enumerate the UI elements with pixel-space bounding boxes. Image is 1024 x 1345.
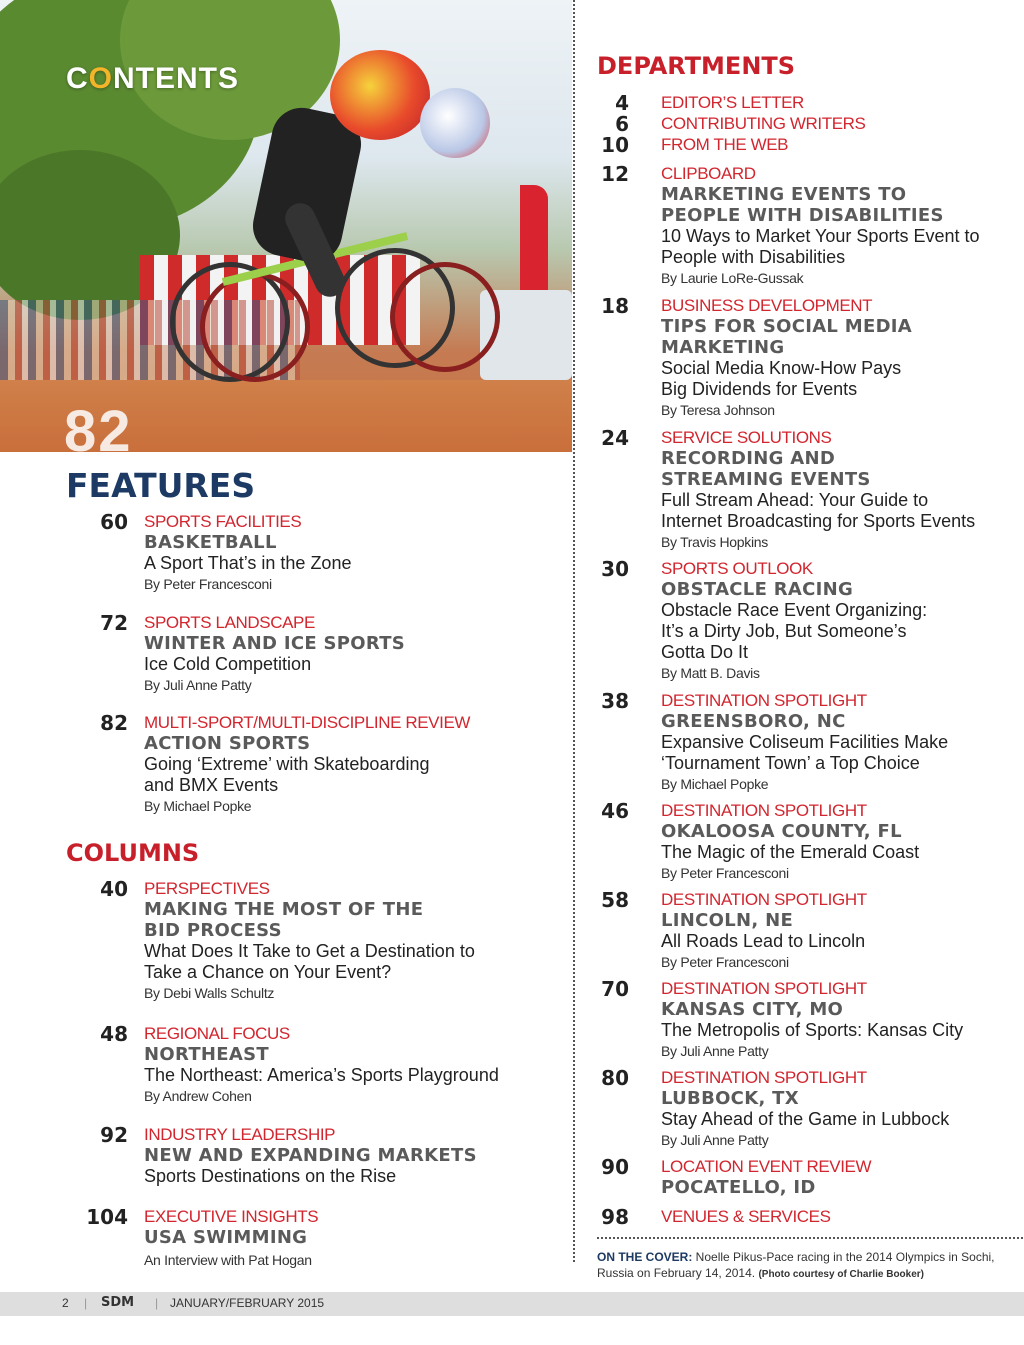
category-label: EDITOR’S LETTER (661, 93, 804, 112)
headline: RECORDING AND STREAMING EVENTS (661, 448, 871, 490)
page-number: 58 (601, 888, 629, 912)
byline: By Michael Popke (144, 798, 252, 814)
byline: By Travis Hopkins (661, 534, 768, 550)
subtitle: Ice Cold Competition (144, 654, 312, 674)
subtitle: Obstacle Race Event Organizing: It’s a Dirty Job, But Someone’s Gotta Do It (661, 600, 928, 662)
page-number: 18 (601, 294, 629, 318)
page-number: 92 (100, 1123, 128, 1147)
page-number: 10 (601, 133, 629, 157)
footer-separator: | (155, 1296, 159, 1310)
cover-note (597, 1249, 1017, 1283)
byline: By Peter Francesconi (144, 576, 272, 592)
page-footer (0, 1292, 1024, 1316)
subtitle: Sports Destinations on the Rise (144, 1166, 397, 1186)
category-label: SPORTS LANDSCAPE (144, 613, 315, 632)
category-label: DESTINATION SPOTLIGHT (661, 801, 867, 820)
subtitle: The Magic of the Emerald Coast (661, 842, 920, 862)
features-heading: FEATURES (66, 466, 256, 505)
footer-brand: SDM (101, 1295, 135, 1310)
headline: TIPS FOR SOCIAL MEDIA MARKETING (661, 316, 913, 358)
category-label: DESTINATION SPOTLIGHT (661, 890, 867, 909)
headline: OKALOOSA COUNTY, FL (661, 821, 902, 842)
page-number: 98 (601, 1205, 629, 1229)
page-number: 46 (601, 799, 629, 823)
headline: USA SWIMMING (144, 1227, 308, 1248)
headline: KANSAS CITY, MO (661, 999, 844, 1020)
cover-note-text: Noelle Pikus-Pace racing in the 2014 Olympics in Sochi, Russia on February 14, 2014. (597, 1250, 995, 1280)
byline: By Juli Anne Patty (661, 1043, 769, 1059)
column-divider (573, 0, 575, 1262)
headline: OBSTACLE RACING (661, 579, 854, 600)
page-number: 24 (601, 426, 629, 450)
footer-separator: | (84, 1296, 88, 1310)
category-label: PERSPECTIVES (144, 879, 270, 898)
headline: MARKETING EVENTS TO PEOPLE WITH DISABILITIES (661, 184, 944, 226)
category-label: SERVICE SOLUTIONS (661, 428, 832, 447)
byline: By Debi Walls Schultz (144, 985, 275, 1001)
contents-title: CONTENTS (66, 62, 240, 95)
category-label: SPORTS OUTLOOK (661, 559, 813, 578)
page-number: 72 (100, 611, 128, 635)
byline: By Andrew Cohen (144, 1088, 252, 1104)
cover-note-label: ON THE COVER: (597, 1250, 693, 1264)
headline: MAKING THE MOST OF THE BID PROCESS (144, 899, 424, 941)
page-number: 30 (601, 557, 629, 581)
footer-issue-date: JANUARY/FEBRUARY 2015 (170, 1296, 325, 1310)
page-number: 82 (100, 711, 128, 735)
headline: NEW AND EXPANDING MARKETS (144, 1145, 477, 1166)
category-label: REGIONAL FOCUS (144, 1024, 290, 1043)
headline: ACTION SPORTS (144, 733, 311, 754)
footer-page-number: 2 (62, 1296, 69, 1310)
byline: By Teresa Johnson (661, 402, 775, 418)
photo-credit: (Photo courtesy of Charlie Booker) (758, 1269, 925, 1280)
subtitle: Going ‘Extreme’ with Skateboarding and BMX Events (144, 754, 430, 795)
page-number: 60 (100, 510, 128, 534)
headline: LUBBOCK, TX (661, 1088, 799, 1109)
subtitle: Full Stream Ahead: Your Guide to Internet Broadcasting for Sports Events (661, 490, 976, 531)
subtitle: The Metropolis of Sports: Kansas City (661, 1020, 964, 1040)
category-label: MULTI-SPORT/MULTI-DISCIPLINE REVIEW (144, 713, 471, 732)
byline: By Juli Anne Patty (661, 1132, 769, 1148)
page-number: 48 (100, 1022, 128, 1046)
byline: By Matt B. Davis (661, 665, 760, 681)
page-number: 6 (615, 112, 629, 136)
category-label: VENUES & SERVICES (661, 1207, 831, 1226)
byline: By Peter Francesconi (661, 865, 789, 881)
category-label: CLIPBOARD (661, 164, 756, 183)
subtitle: What Does It Take to Get a Destination to Take a Chance on Your Event? (144, 941, 475, 982)
subtitle: The Northeast: America’s Sports Playground (144, 1065, 499, 1085)
subtitle: 10 Ways to Market Your Sports Event to People with Disabilities (661, 226, 980, 267)
headline: POCATELLO, ID (661, 1177, 816, 1198)
page-number: 104 (86, 1205, 128, 1229)
page-number: 4 (615, 91, 629, 115)
cover-page-number: 82 (64, 399, 133, 464)
headline: LINCOLN, NE (661, 910, 794, 931)
headline: GREENSBORO, NC (661, 711, 846, 732)
subtitle: All Roads Lead to Lincoln (661, 931, 866, 951)
category-label: SPORTS FACILITIES (144, 512, 302, 531)
byline: By Peter Francesconi (661, 954, 789, 970)
category-label: BUSINESS DEVELOPMENT (661, 296, 873, 315)
category-label: INDUSTRY LEADERSHIP (144, 1125, 336, 1144)
page-number: 40 (100, 877, 128, 901)
page-number: 38 (601, 689, 629, 713)
category-label: FROM THE WEB (661, 135, 789, 154)
byline: By Michael Popke (661, 776, 769, 792)
page-number: 80 (601, 1066, 629, 1090)
category-label: CONTRIBUTING WRITERS (661, 114, 866, 133)
category-label: DESTINATION SPOTLIGHT (661, 691, 867, 710)
subtitle: A Sport That’s in the Zone (144, 553, 352, 573)
byline: An Interview with Pat Hogan (144, 1252, 312, 1268)
page-number: 90 (601, 1155, 629, 1179)
subtitle: Stay Ahead of the Game in Lubbock (661, 1109, 950, 1129)
page-number: 12 (601, 162, 629, 186)
category-label: DESTINATION SPOTLIGHT (661, 1068, 867, 1087)
byline: By Laurie LoRe-Gussak (661, 270, 804, 286)
headline: NORTHEAST (144, 1044, 269, 1065)
departments-heading: DEPARTMENTS (597, 52, 796, 80)
headline: BASKETBALL (144, 532, 277, 553)
category-label: DESTINATION SPOTLIGHT (661, 979, 867, 998)
headline: WINTER AND ICE SPORTS (144, 633, 406, 654)
category-label: EXECUTIVE INSIGHTS (144, 1207, 319, 1226)
subtitle: Expansive Coliseum Facilities Make ‘Tournament Town’ a Top Choice (661, 732, 949, 773)
category-label: LOCATION EVENT REVIEW (661, 1157, 872, 1176)
byline: By Juli Anne Patty (144, 677, 252, 693)
subtitle: Social Media Know-How Pays Big Dividends for Events (661, 358, 902, 399)
cover-note-divider (597, 1237, 1023, 1239)
columns-heading: COLUMNS (66, 839, 200, 867)
page-number: 70 (601, 977, 629, 1001)
